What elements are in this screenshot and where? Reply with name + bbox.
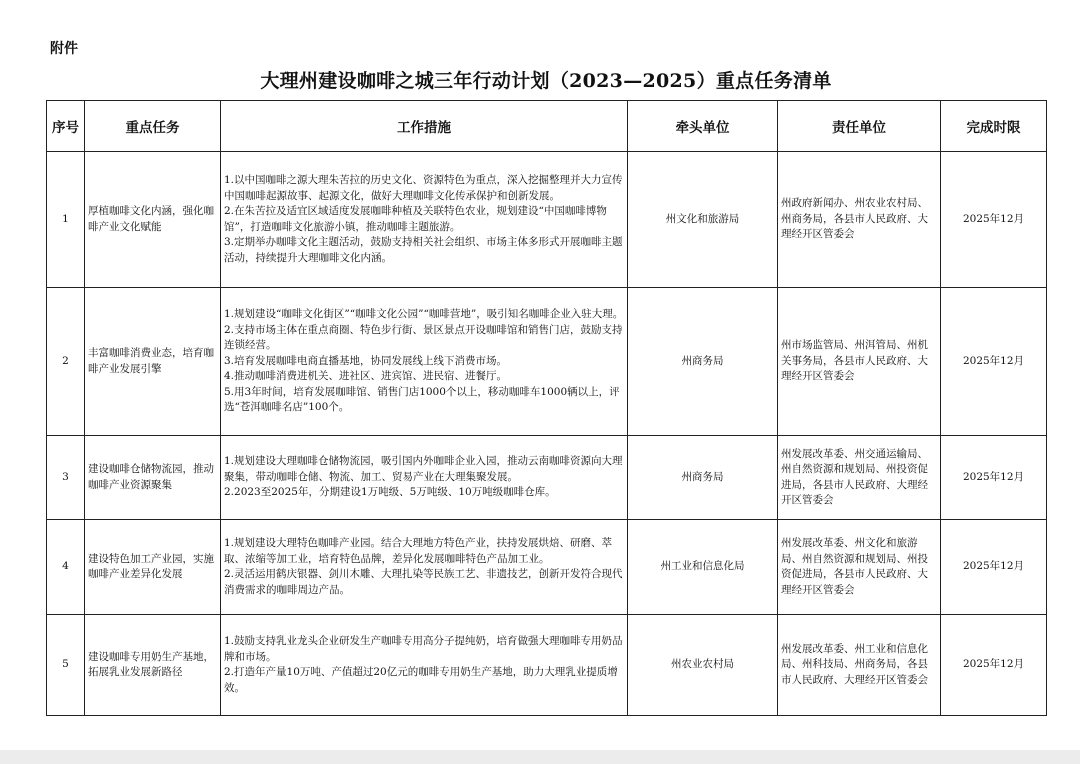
row-measures: [221, 288, 628, 436]
measure-item: 2.2023至2025年，分期建设1万吨级、5万吨级、10万吨级咖啡仓库。: [224, 486, 556, 499]
row-responsible-unit: 州发展改革委、州文化和旅游局、州自然资源和规划局、州投资促进局，各县市人民政府、大理经开区管委会: [778, 520, 941, 615]
row-task: 建设咖啡专用奶生产基地，拓展乳业发展新路径: [85, 615, 221, 716]
measure-item: 1.以中国咖啡之源大理朱苦拉的历史文化、资源特色为重点，深入挖掘整理并大力宣传中国咖啡起源故事、起源文化，做好大理咖啡文化传承保护和创新发展。: [224, 174, 623, 202]
row-measures: [221, 152, 628, 288]
row-seq: 5: [47, 615, 85, 716]
table-row: [47, 288, 1047, 436]
header-measures: 工作措施: [221, 101, 628, 152]
row-seq: 4: [47, 520, 85, 615]
row-lead-unit: 州商务局: [628, 436, 778, 520]
measure-item: 1.规划建设大理特色咖啡产业园。结合大理地方特色产业，扶持发展烘焙、研磨、萃取、浓缩等加工业，培育特色品牌，差异化发展咖啡特色产品加工业。: [224, 537, 613, 565]
table-row: [47, 520, 1047, 615]
row-task: 厚植咖啡文化内涵，强化咖啡产业文化赋能: [85, 152, 221, 288]
table-row: [47, 436, 1047, 520]
measure-item: 1.规划建设大理咖啡仓储物流园，吸引国内外咖啡企业入园，推动云南咖啡资源向大理聚集，带动咖啡仓储、物流、加工、贸易产业在大理集聚发展。: [224, 455, 623, 483]
row-deadline: 2025年12月: [941, 615, 1047, 716]
measure-item: 1.规划建设“咖啡文化街区”“咖啡文化公园”“咖啡营地”，吸引知名咖啡企业入驻大理。: [224, 308, 624, 321]
page-bottom-edge: [0, 750, 1080, 764]
row-lead-unit: 州文化和旅游局: [628, 152, 778, 288]
row-seq: 1: [47, 152, 85, 288]
row-measures: [221, 520, 628, 615]
header-task: 重点任务: [85, 101, 221, 152]
measure-item: 3.培育发展咖啡电商直播基地，协同发展线上线下消费市场。: [224, 354, 508, 367]
row-responsible-unit: 州市场监管局、州洱管局、州机关事务局，各县市人民政府、大理经开区管委会: [778, 288, 941, 436]
row-measures: [221, 615, 628, 716]
table-row: [47, 615, 1047, 716]
row-task: 建设咖啡仓储物流园，推动咖啡产业资源聚集: [85, 436, 221, 520]
header-deadline: 完成时限: [941, 101, 1047, 152]
measure-item: 2.灵活运用鹤庆银器、剑川木雕、大理扎染等民族工艺、非遗技艺，创新开发符合现代消费需求的咖啡周边产品。: [224, 568, 623, 596]
row-deadline: 2025年12月: [941, 436, 1047, 520]
table-row: [47, 152, 1047, 288]
row-seq: 2: [47, 288, 85, 436]
task-table: [46, 100, 1047, 716]
measure-item: 2.在朱苦拉及适宜区域适度发展咖啡种植及关联特色农业，规划建设“中国咖啡博物馆”，打造咖啡文化旅游小镇，推动咖啡主题旅游。: [224, 205, 607, 233]
measure-item: 2.打造年产量10万吨、产值超过20亿元的咖啡专用奶生产基地，助力大理乳业提质增效。: [224, 666, 618, 694]
header-seq: 序号: [47, 101, 85, 152]
row-deadline: 2025年12月: [941, 520, 1047, 615]
measure-item: 2.支持市场主体在重点商圈、特色步行街、景区景点开设咖啡馆和销售门店，鼓励支持连锁经营。: [224, 323, 623, 352]
attachment-label: 附件: [50, 41, 78, 57]
row-lead-unit: 州农业农村局: [628, 615, 778, 716]
row-task: 丰富咖啡消费业态，培育咖啡产业发展引擎: [85, 288, 221, 436]
row-task: 建设特色加工产业园，实施咖啡产业差异化发展: [85, 520, 221, 615]
row-responsible-unit: 州发展改革委、州交通运输局、州自然资源和规划局、州投资促进局，各县市人民政府、大理经开区管委会: [778, 436, 941, 520]
measure-item: 4.推动咖啡消费进机关、进社区、进宾馆、进民宿、进餐厅。: [224, 370, 508, 383]
table-header-row: [47, 101, 1047, 152]
measure-item: 5.用3年时间，培育发展咖啡馆、销售门店1000个以上，移动咖啡车1000辆以上，评选“苍洱咖啡名店”100个。: [224, 385, 620, 414]
measure-item: 1.鼓励支持乳业龙头企业研发生产咖啡专用高分子提纯奶，培育做强大理咖啡专用奶品牌和市场。: [224, 635, 623, 663]
row-seq: 3: [47, 436, 85, 520]
row-deadline: 2025年12月: [941, 288, 1047, 436]
document-title: 大理州建设咖啡之城三年行动计划（2023—2025）重点任务清单: [260, 70, 832, 92]
header-responsible-unit: 责任单位: [778, 101, 941, 152]
row-responsible-unit: 州政府新闻办、州农业农村局、州商务局，各县市人民政府、大理经开区管委会: [778, 152, 941, 288]
row-deadline: 2025年12月: [941, 152, 1047, 288]
row-responsible-unit: 州发展改革委、州工业和信息化局、州科技局、州商务局，各县市人民政府、大理经开区管委会: [778, 615, 941, 716]
row-lead-unit: 州工业和信息化局: [628, 520, 778, 615]
row-measures: [221, 436, 628, 520]
measure-item: 3.定期举办咖啡文化主题活动，鼓励支持相关社会组织、市场主体多形式开展咖啡主题活动，持续提升大理咖啡文化内涵。: [224, 236, 623, 264]
header-lead-unit: 牵头单位: [628, 101, 778, 152]
row-lead-unit: 州商务局: [628, 288, 778, 436]
